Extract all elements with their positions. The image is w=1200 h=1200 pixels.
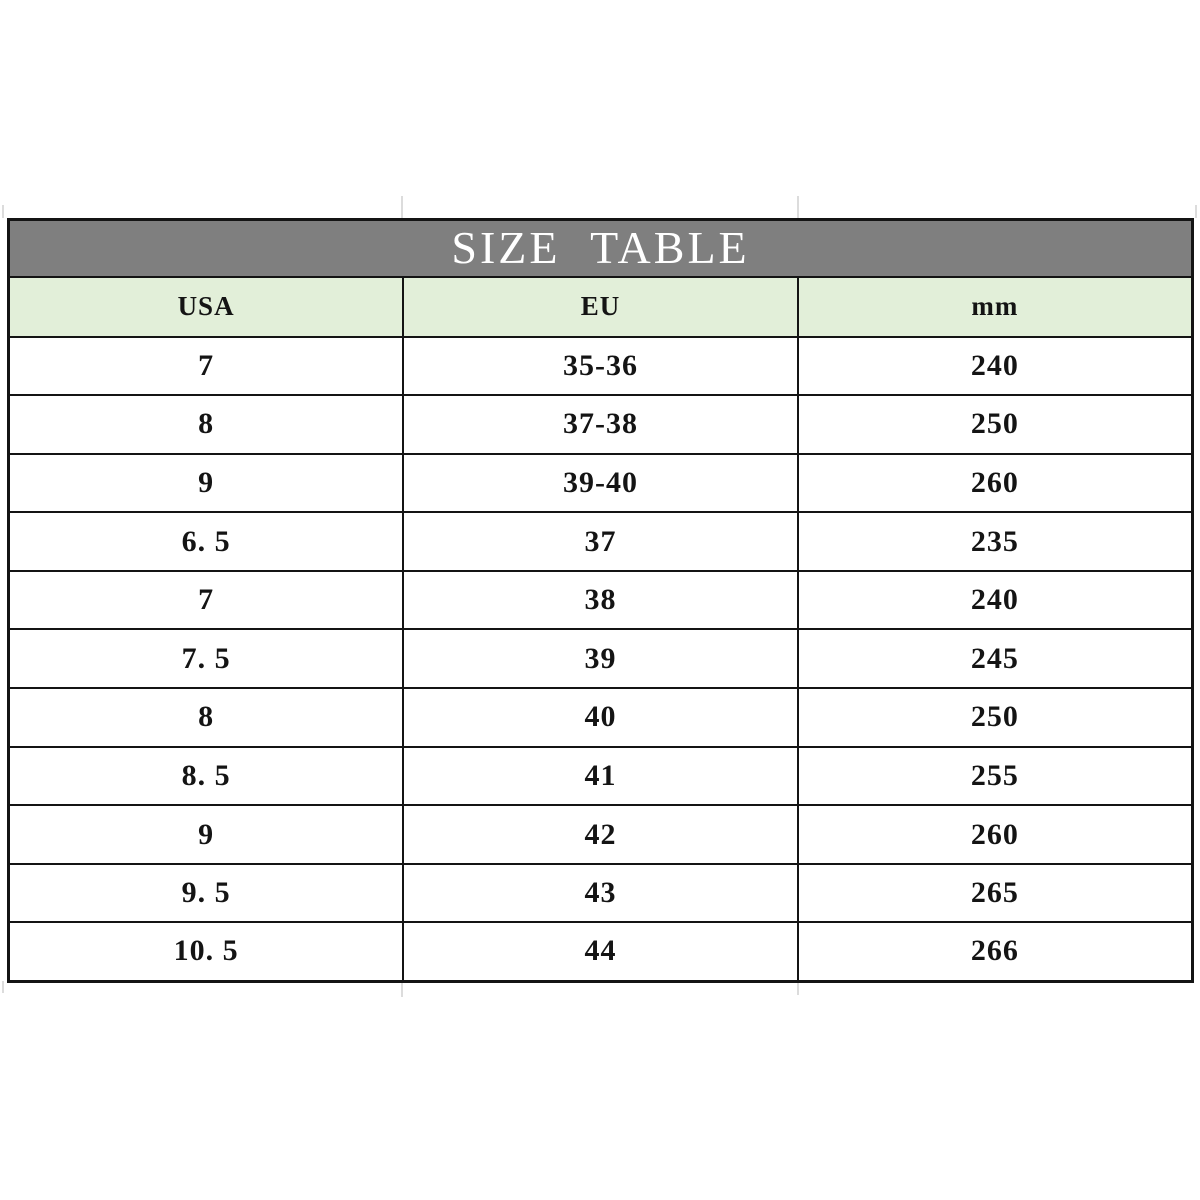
- table-row: [9, 512, 1193, 571]
- table-row: [9, 395, 1193, 454]
- table-row: [9, 629, 1193, 688]
- cell-eu: 35-36: [403, 337, 798, 396]
- table-row: [9, 805, 1193, 864]
- cell-usa: 9: [9, 454, 404, 513]
- gridline-artifact: [2, 981, 4, 993]
- cell-eu: 37-38: [403, 395, 798, 454]
- cell-mm: 240: [798, 337, 1193, 396]
- cell-usa: 10. 5: [9, 922, 404, 981]
- cell-usa: 9. 5: [9, 864, 404, 923]
- gridline-artifact: [1195, 205, 1197, 218]
- cell-usa: 7: [9, 571, 404, 630]
- cell-usa: 7: [9, 337, 404, 396]
- cell-eu: 37: [403, 512, 798, 571]
- table-row: [9, 864, 1193, 923]
- cell-mm: 235: [798, 512, 1193, 571]
- table-row: [9, 922, 1193, 981]
- table-row: [9, 747, 1193, 806]
- cell-eu: 40: [403, 688, 798, 747]
- cell-mm: 260: [798, 805, 1193, 864]
- cell-eu: 41: [403, 747, 798, 806]
- cell-eu: 39-40: [403, 454, 798, 513]
- column-header-mm: mm: [798, 277, 1193, 337]
- cell-mm: 240: [798, 571, 1193, 630]
- cell-usa: 6. 5: [9, 512, 404, 571]
- table-row: [9, 571, 1193, 630]
- gridline-artifact: [401, 980, 403, 997]
- cell-usa: 8: [9, 688, 404, 747]
- cell-eu: 38: [403, 571, 798, 630]
- title-row: [9, 220, 1193, 277]
- cell-mm: 250: [798, 395, 1193, 454]
- column-header-row: [9, 277, 1193, 337]
- cell-usa: 9: [9, 805, 404, 864]
- cell-eu: 43: [403, 864, 798, 923]
- table-row: [9, 454, 1193, 513]
- gridline-artifact: [2, 205, 4, 218]
- column-header-usa: USA: [9, 277, 404, 337]
- cell-mm: 266: [798, 922, 1193, 981]
- table-row: [9, 337, 1193, 396]
- cell-eu: 42: [403, 805, 798, 864]
- size-table: [7, 218, 1194, 983]
- cell-usa: 8. 5: [9, 747, 404, 806]
- cell-mm: 250: [798, 688, 1193, 747]
- cell-usa: 7. 5: [9, 629, 404, 688]
- table-title: SIZE TABLE: [9, 220, 1193, 277]
- cell-usa: 8: [9, 395, 404, 454]
- table-row: [9, 688, 1193, 747]
- cell-mm: 260: [798, 454, 1193, 513]
- cell-eu: 44: [403, 922, 798, 981]
- column-header-eu: EU: [403, 277, 798, 337]
- cell-eu: 39: [403, 629, 798, 688]
- cell-mm: 255: [798, 747, 1193, 806]
- gridline-artifact: [401, 196, 403, 218]
- cell-mm: 265: [798, 864, 1193, 923]
- cell-mm: 245: [798, 629, 1193, 688]
- gridline-artifact: [797, 196, 799, 218]
